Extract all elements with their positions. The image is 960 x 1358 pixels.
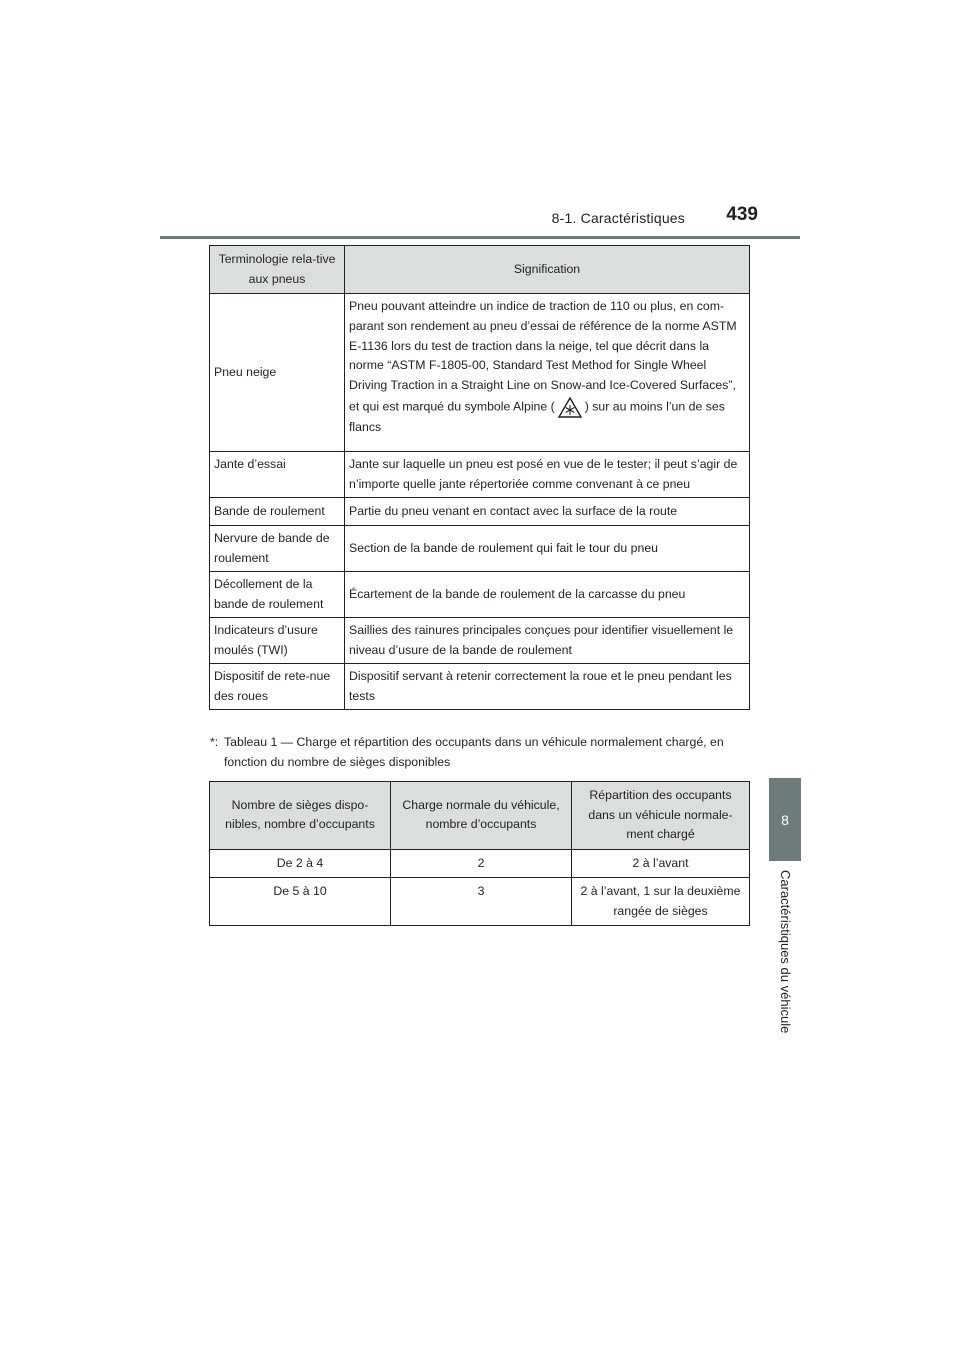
page-number: 439 [726, 204, 758, 225]
meaning-cell: Jante sur laquelle un pneu est posé en vue de le tester; il peut s’agir de n’importe quelle jante répertoriée comme convenant à ce pneu [345, 452, 750, 498]
table-header-row [210, 782, 750, 850]
meaning-cell: Saillies des rainures principales conçues pour identifier visuellement le niveau d’usure de la bande de roulement [345, 618, 750, 664]
chapter-tab [769, 778, 801, 861]
seats-cell: De 5 à 10 [210, 878, 391, 926]
table-row [210, 849, 750, 878]
normal-load-cell: 2 [391, 849, 572, 878]
table-header-row [210, 246, 750, 294]
page-header [160, 200, 800, 239]
chapter-number: 8 [781, 811, 789, 828]
distribution-cell: 2 à l’avant, 1 sur la deuxième rangée de sièges [572, 878, 750, 926]
term-cell: Indicateurs d’usure moulés (TWI) [210, 618, 345, 664]
table-row [210, 526, 750, 572]
meaning-cell: Écartement de la bande de roulement de la carcasse du pneu [345, 572, 750, 618]
meaning-cell: Dispositif servant à retenir correctement la roue et le pneu pendant les tests [345, 664, 750, 710]
meaning-cell: Partie du pneu venant en contact avec la surface de la route [345, 498, 750, 526]
column-header-distribution: Répartition des occupants dans un véhicule normale-ment chargé [572, 782, 750, 850]
column-header-term: Terminologie rela-tive aux pneus [210, 246, 345, 294]
distribution-cell: 2 à l’avant [572, 849, 750, 878]
chapter-title: Caractéristiques du véhicule [778, 870, 793, 1034]
column-header-seats: Nombre de sièges dispo-nibles, nombre d’occupants [210, 782, 391, 850]
seating-load-table [209, 781, 750, 926]
section-title: 8-1. Caractéristiques [551, 210, 685, 226]
footnote [210, 733, 755, 772]
table-row [210, 452, 750, 498]
meaning-text: Pneu pouvant atteindre un indice de traction de 110 ou plus, en com-parant son rendement au pneu d’essai de référence de la norme ASTM E-1136 lors du test de traction dans la neige, tel que décrit dans la norme “ASTM F-1805-00, Standard Test Method for Single Wheel Driving Traction in a Straight Line on Snow-and Ice-Covered Surfaces”, et qui est marqué du symbole Alpine ( [349, 299, 737, 414]
table-row [210, 878, 750, 926]
meaning-cell [345, 294, 750, 452]
footnote-mark: *: [210, 735, 219, 749]
column-header-meaning: Signification [345, 246, 750, 294]
column-header-normal-load: Charge normale du véhicule, nombre d’occupants [391, 782, 572, 850]
table-row [210, 618, 750, 664]
meaning-text-end: ) sur au moins l’un de ses flancs [349, 399, 725, 434]
tire-terminology-table [209, 245, 750, 710]
normal-load-cell: 3 [391, 878, 572, 926]
table-row [210, 498, 750, 526]
alpine-snowflake-icon [557, 396, 583, 418]
seats-cell: De 2 à 4 [210, 849, 391, 878]
term-cell: Décollement de la bande de roulement [210, 572, 345, 618]
footnote-text: Tableau 1 — Charge et répartition des occupants dans un véhicule normalement chargé, en fonction du nombre de sièges disponibles [224, 735, 724, 769]
meaning-cell: Section de la bande de roulement qui fait le tour du pneu [345, 526, 750, 572]
table-row [210, 572, 750, 618]
term-cell: Nervure de bande de roulement [210, 526, 345, 572]
table-row [210, 664, 750, 710]
term-cell: Jante d’essai [210, 452, 345, 498]
term-cell: Bande de roulement [210, 498, 345, 526]
table-row [210, 294, 750, 452]
term-cell: Pneu neige [210, 294, 345, 452]
term-cell: Dispositif de rete-nue des roues [210, 664, 345, 710]
